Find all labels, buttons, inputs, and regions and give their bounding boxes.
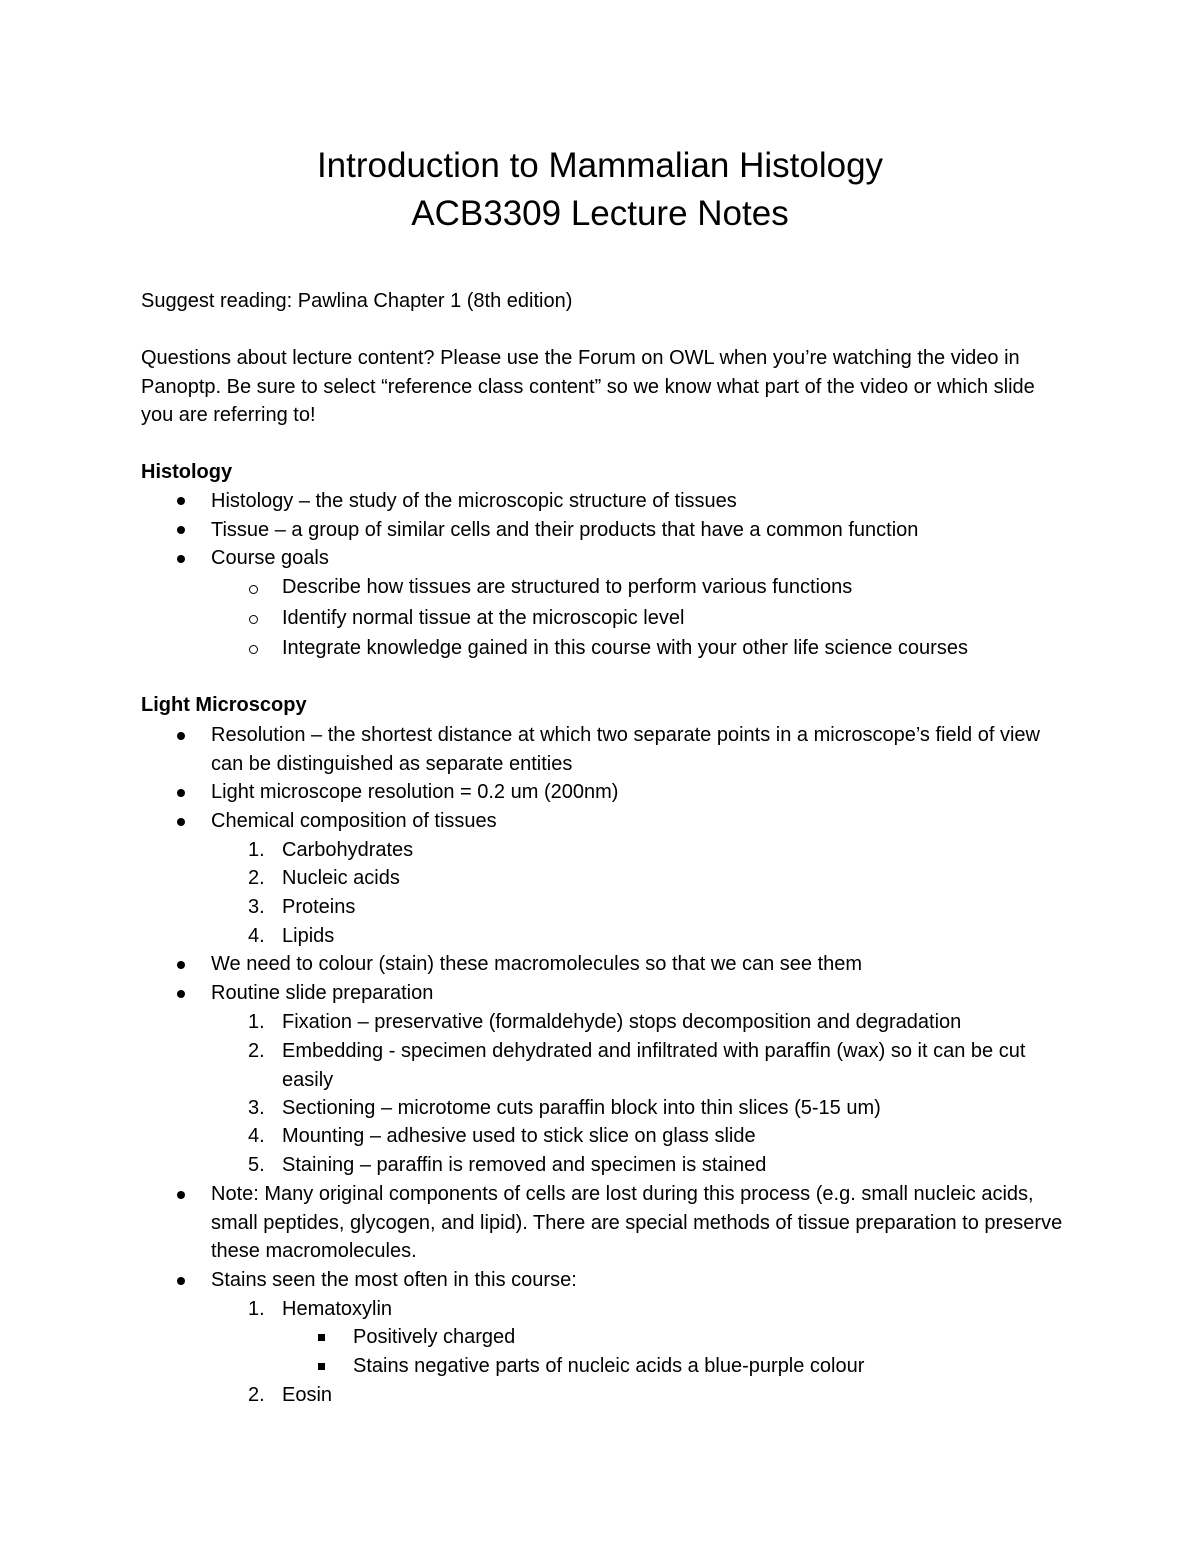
- section-heading-light-microscopy: Light Microscopy: [141, 694, 307, 716]
- document-title: Introduction to Mammalian Histology: [316, 146, 884, 185]
- bullet-icon: [177, 526, 185, 534]
- bullet-icon: [177, 961, 185, 969]
- circle-bullet-icon: [249, 585, 258, 594]
- bullet-icon: [177, 497, 185, 505]
- circle-bullet-icon: [249, 615, 258, 624]
- list-number: 1.: [248, 1011, 265, 1033]
- suggested-reading: Suggest reading: Pawlina Chapter 1 (8th edition): [141, 290, 573, 312]
- list-item: Nucleic acids: [282, 867, 400, 889]
- list-item: Sectioning – microtome cuts paraffin block into thin slices (5-15 um): [282, 1097, 881, 1119]
- list-number: 2.: [248, 1040, 265, 1062]
- list-item: Lipids: [282, 925, 335, 947]
- list-number: 4.: [248, 925, 265, 947]
- list-number: 2.: [248, 1384, 265, 1406]
- list-item: Course goals: [211, 547, 329, 569]
- list-number: 3.: [248, 1097, 265, 1119]
- list-item: Identify normal tissue at the microscopic level: [282, 607, 685, 629]
- list-item: Resolution – the shortest distance at which two separate points in a microscope’s field of view can be distinguished as separate entities: [211, 724, 1040, 775]
- list-item: Hematoxylin: [282, 1298, 393, 1320]
- bullet-icon: [177, 818, 185, 826]
- list-number: 4.: [248, 1125, 265, 1147]
- list-item: Stains seen the most often in this course:: [211, 1269, 577, 1291]
- list-item: Light microscope resolution = 0.2 um (200nm): [211, 781, 619, 803]
- bullet-icon: [177, 1277, 185, 1285]
- bullet-icon: [177, 555, 185, 563]
- list-item: Embedding - specimen dehydrated and infiltrated with paraffin (wax) so it can be cut easily: [282, 1040, 1026, 1091]
- document-subtitle: ACB3309 Lecture Notes: [411, 194, 789, 233]
- list-item: Integrate knowledge gained in this course with your other life science courses: [282, 637, 968, 659]
- list-item: Proteins: [282, 896, 356, 918]
- list-item: We need to colour (stain) these macromolecules so that we can see them: [211, 953, 863, 975]
- list-item: Eosin: [282, 1384, 333, 1406]
- bullet-icon: [177, 732, 185, 740]
- list-item: Positively charged: [353, 1326, 516, 1348]
- list-item: Carbohydrates: [282, 839, 414, 861]
- list-item: Stains negative parts of nucleic acids a blue-purple colour: [353, 1355, 865, 1377]
- list-item: Chemical composition of tissues: [211, 810, 497, 832]
- list-number: 2.: [248, 867, 265, 889]
- section-heading-histology: Histology: [141, 461, 233, 483]
- list-item: Staining – paraffin is removed and specimen is stained: [282, 1154, 767, 1176]
- list-item: Tissue – a group of similar cells and their products that have a common function: [211, 519, 919, 541]
- list-number: 1.: [248, 1298, 265, 1320]
- list-item: Describe how tissues are structured to perform various functions: [282, 576, 853, 598]
- questions-note: Questions about lecture content? Please use the Forum on OWL when you’re watching the video in Panoptp. Be sure to select “reference class content” so we know what part of the video or which slide you are referring to!: [141, 347, 1035, 427]
- list-item: Mounting – adhesive used to stick slice on glass slide: [282, 1125, 756, 1147]
- circle-bullet-icon: [249, 645, 258, 654]
- list-item: Routine slide preparation: [211, 982, 434, 1004]
- list-item: Note: Many original components of cells are lost during this process (e.g. small nucleic acids, small peptides, glycogen, and lipid). There are special methods of tissue preparation to preserve these macromolecules.: [211, 1183, 1063, 1263]
- bullet-icon: [177, 789, 185, 797]
- list-item: Histology – the study of the microscopic structure of tissues: [211, 490, 737, 512]
- list-item: Fixation – preservative (formaldehyde) stops decomposition and degradation: [282, 1011, 962, 1033]
- square-bullet-icon: [318, 1334, 325, 1341]
- bullet-icon: [177, 1191, 185, 1199]
- list-number: 3.: [248, 896, 265, 918]
- list-number: 5.: [248, 1154, 265, 1176]
- square-bullet-icon: [318, 1363, 325, 1370]
- bullet-icon: [177, 990, 185, 998]
- list-number: 1.: [248, 839, 265, 861]
